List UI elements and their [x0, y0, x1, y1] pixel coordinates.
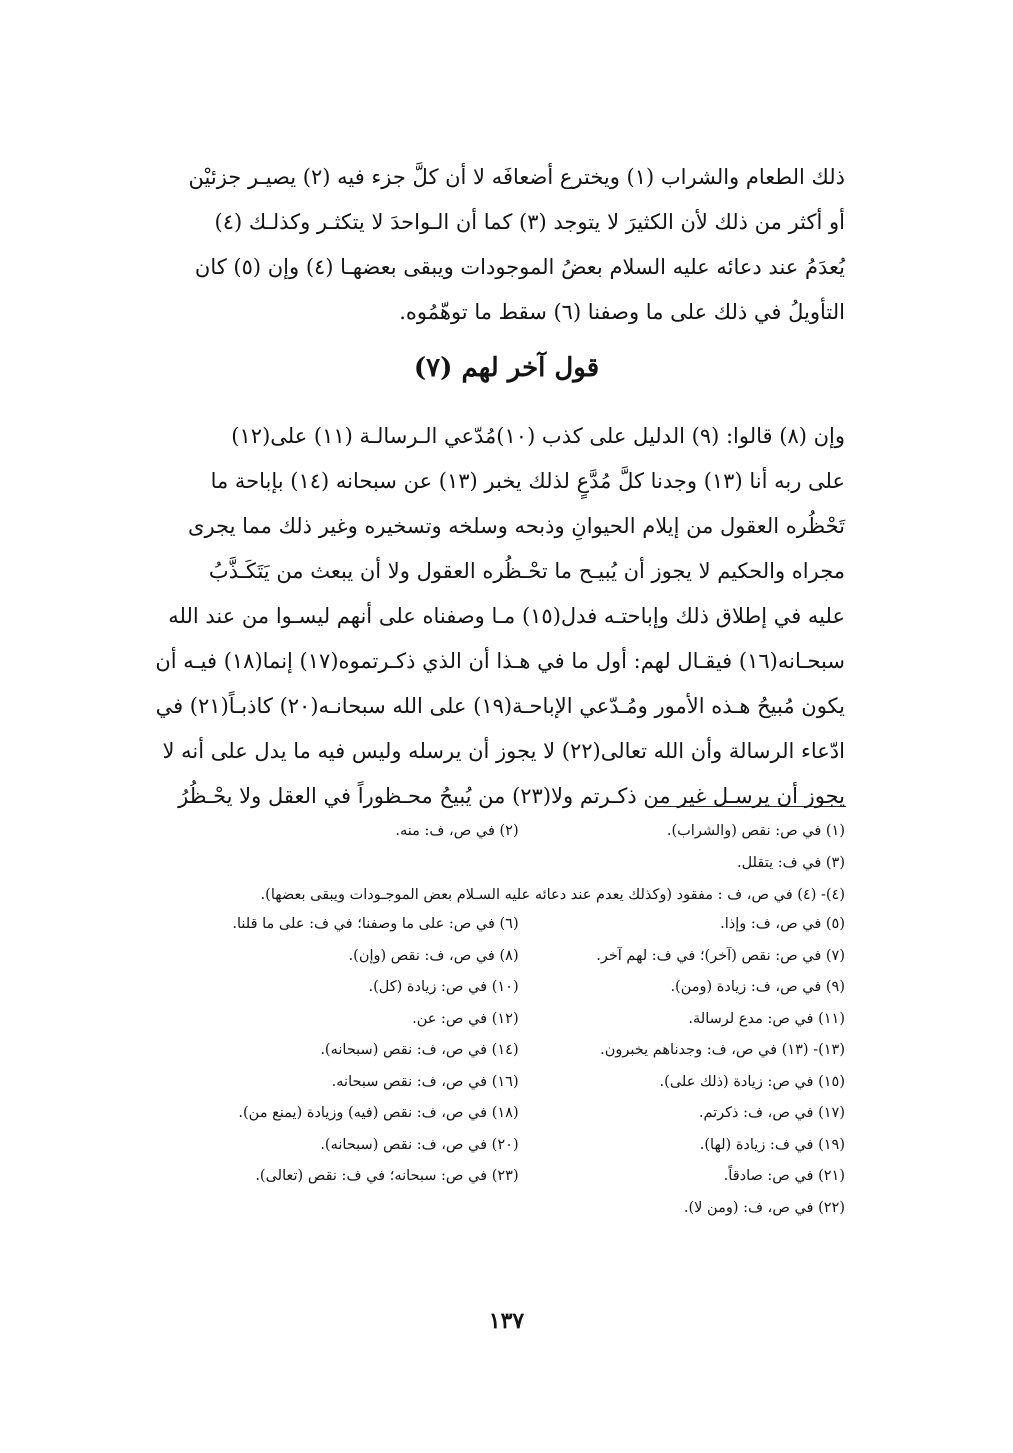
text-line: يُعدَمُ عند دعائه عليه السلام بعضُ الموجودات ويبقى بعضهـا (٤) وإن (٥) كان [194, 255, 845, 279]
text-line: عليه في إطلاق ذلك وإباحتـه فدل(١٥) مـا وصفناه على أنهم ليسـوا من عند الله [168, 604, 845, 628]
text-line: على ربه أنا (١٣) وجدنا كلَّ مُدَّعٍ لذلك يخبر (١٣) عن سبحانه (١٤) بإباحة ما [210, 469, 845, 493]
footnote-22: (٢٢) في ص، ف: (ومن لا). [683, 1199, 845, 1216]
footnote-3: (٣) في ف: يتقلل. [736, 854, 845, 871]
footnote-18: (١٨) في ص، ف: نقص (فيه) وزيادة (يمنع من). [238, 1105, 519, 1121]
footnote-row [165, 1098, 845, 1130]
footnote-row [165, 1035, 845, 1067]
page-number: ١٣٧ [488, 1308, 525, 1334]
text-line: وإن (٨) قالوا: (٩) الدليل على كذب (١٠)مُدّعي الـرسالـة (١١) على(١٢) [231, 424, 845, 448]
footnote-15: (١٥) في ص: زيادة (ذلك على). [659, 1073, 845, 1090]
footnote-7: (٧) في ص: نقص (آخر)؛ في ف: لهم آخر. [596, 947, 845, 964]
body-paragraph-1 [165, 155, 845, 335]
footnote-row [165, 816, 845, 848]
footnote-row [165, 879, 845, 909]
footnote-13: (١٣)- (١٣) في ص، ف: وجدناهم يخبرون. [600, 1042, 845, 1058]
footnote-6: (٦) في ص: على ما وصفنا؛ في ف: على ما قلنا. [232, 916, 519, 932]
section-heading: قول آخر لهم (٧) [413, 353, 600, 383]
footnote-19: (١٩) في ف: زيادة (لها). [699, 1136, 845, 1153]
footnote-5: (٥) في ص، ف: وإذا. [720, 916, 845, 932]
footnote-4: (٤)- (٤) في ص، ف : مفقود (وكذلك يعدم عند دعائه عليه السـلام بعض الموجـودات ويبقى بعضها). [260, 887, 845, 903]
footnote-14: (١٤) في ص، ف: نقص (سبحانه). [320, 1042, 519, 1058]
footnotes [165, 816, 845, 1224]
footnote-row [165, 1161, 845, 1193]
footnote-2: (٢) في ص، ف: منه. [395, 823, 519, 839]
text-line: يكون مُبيحُ هـذه الأمور ومُـدّعي الإباحـة(١٩) على الله سبحانـه(٢٠) كاذبـاً(٢١) في [155, 694, 845, 718]
footnote-row [165, 1193, 845, 1225]
footnote-row [165, 848, 845, 880]
footnote-21: (٢١) في ص: صادقاً. [723, 1168, 845, 1184]
text-line: يجوز أن يرسـل غير من ذكـرتم ولا(٢٣) من يُبيحُ محـظوراً في العقل ولا يحْـظُرُ [178, 784, 845, 808]
footnote-row [165, 972, 845, 1004]
footnote-row [165, 1067, 845, 1099]
footnote-17: (١٧) في ص، ف: ذكرتم. [698, 1105, 845, 1121]
footnote-row [165, 1130, 845, 1162]
footnote-row [165, 909, 845, 941]
footnote-1: (١) في ص: نقص (والشراب). [666, 823, 845, 839]
footnote-12: (١٢) في ص: عن. [412, 1010, 519, 1027]
text-line: تَحْظُره العقول من إيلام الحيوانِ وذبحه وسلخه وتسخيره وغير ذلك مما يجرى [188, 514, 845, 538]
footnote-9: (٩) في ص، ف: زيادة (ومن). [670, 979, 845, 995]
footnote-separator [656, 806, 846, 807]
text-line: التأويلُ في ذلك على ما وصفنا (٦) سقط ما توهّمُوه. [399, 300, 845, 324]
body-paragraph-2 [155, 414, 845, 819]
text-line: مجراه والحكيم لا يجوز أن يُبيـح ما تحْـظُره العقول ولا أن يبعث من يَتَكَـذَّبُ [208, 559, 845, 583]
text-line: ادّعاء الرسالة وأن الله تعالى(٢٢) لا يجوز أن يرسله وليس فيه ما يدل على أنه لا [162, 739, 845, 763]
text-line: ذلك الطعام والشراب (١) ويخترع أضعافَه لا أن كلَّ جزء فيه (٢) يصيـر جزئيْن [188, 165, 845, 189]
footnote-20: (٢٠) في ص، ف: نقص (سبحانه). [320, 1136, 519, 1153]
footnote-row [165, 941, 845, 973]
text-line: سبحـانه(١٦) فيقـال لهم: أول ما في هـذا أن الذي ذكـرتموه(١٧) إنما(١٨) فيـه أن [155, 649, 845, 673]
footnote-10: (١٠) في ص: زيادة (كل). [368, 979, 519, 995]
footnote-row [165, 1004, 845, 1036]
footnote-23: (٢٣) في ص: سبحانه؛ في ف: نقص (تعالى). [255, 1168, 519, 1184]
footnote-8: (٨) في ص، ف: نقص (وإن). [348, 947, 519, 964]
text-line: أو أكثر من ذلك لأن الكثيرَ لا يتوجد (٣) كما أن الـواحدَ لا يتكثـر وكذلـك (٤) [214, 210, 845, 234]
footnote-11: (١١) في ص: مدع لرسالة. [688, 1010, 845, 1027]
footnote-16: (١٦) في ص، ف: نقص سبحانه. [331, 1073, 519, 1090]
